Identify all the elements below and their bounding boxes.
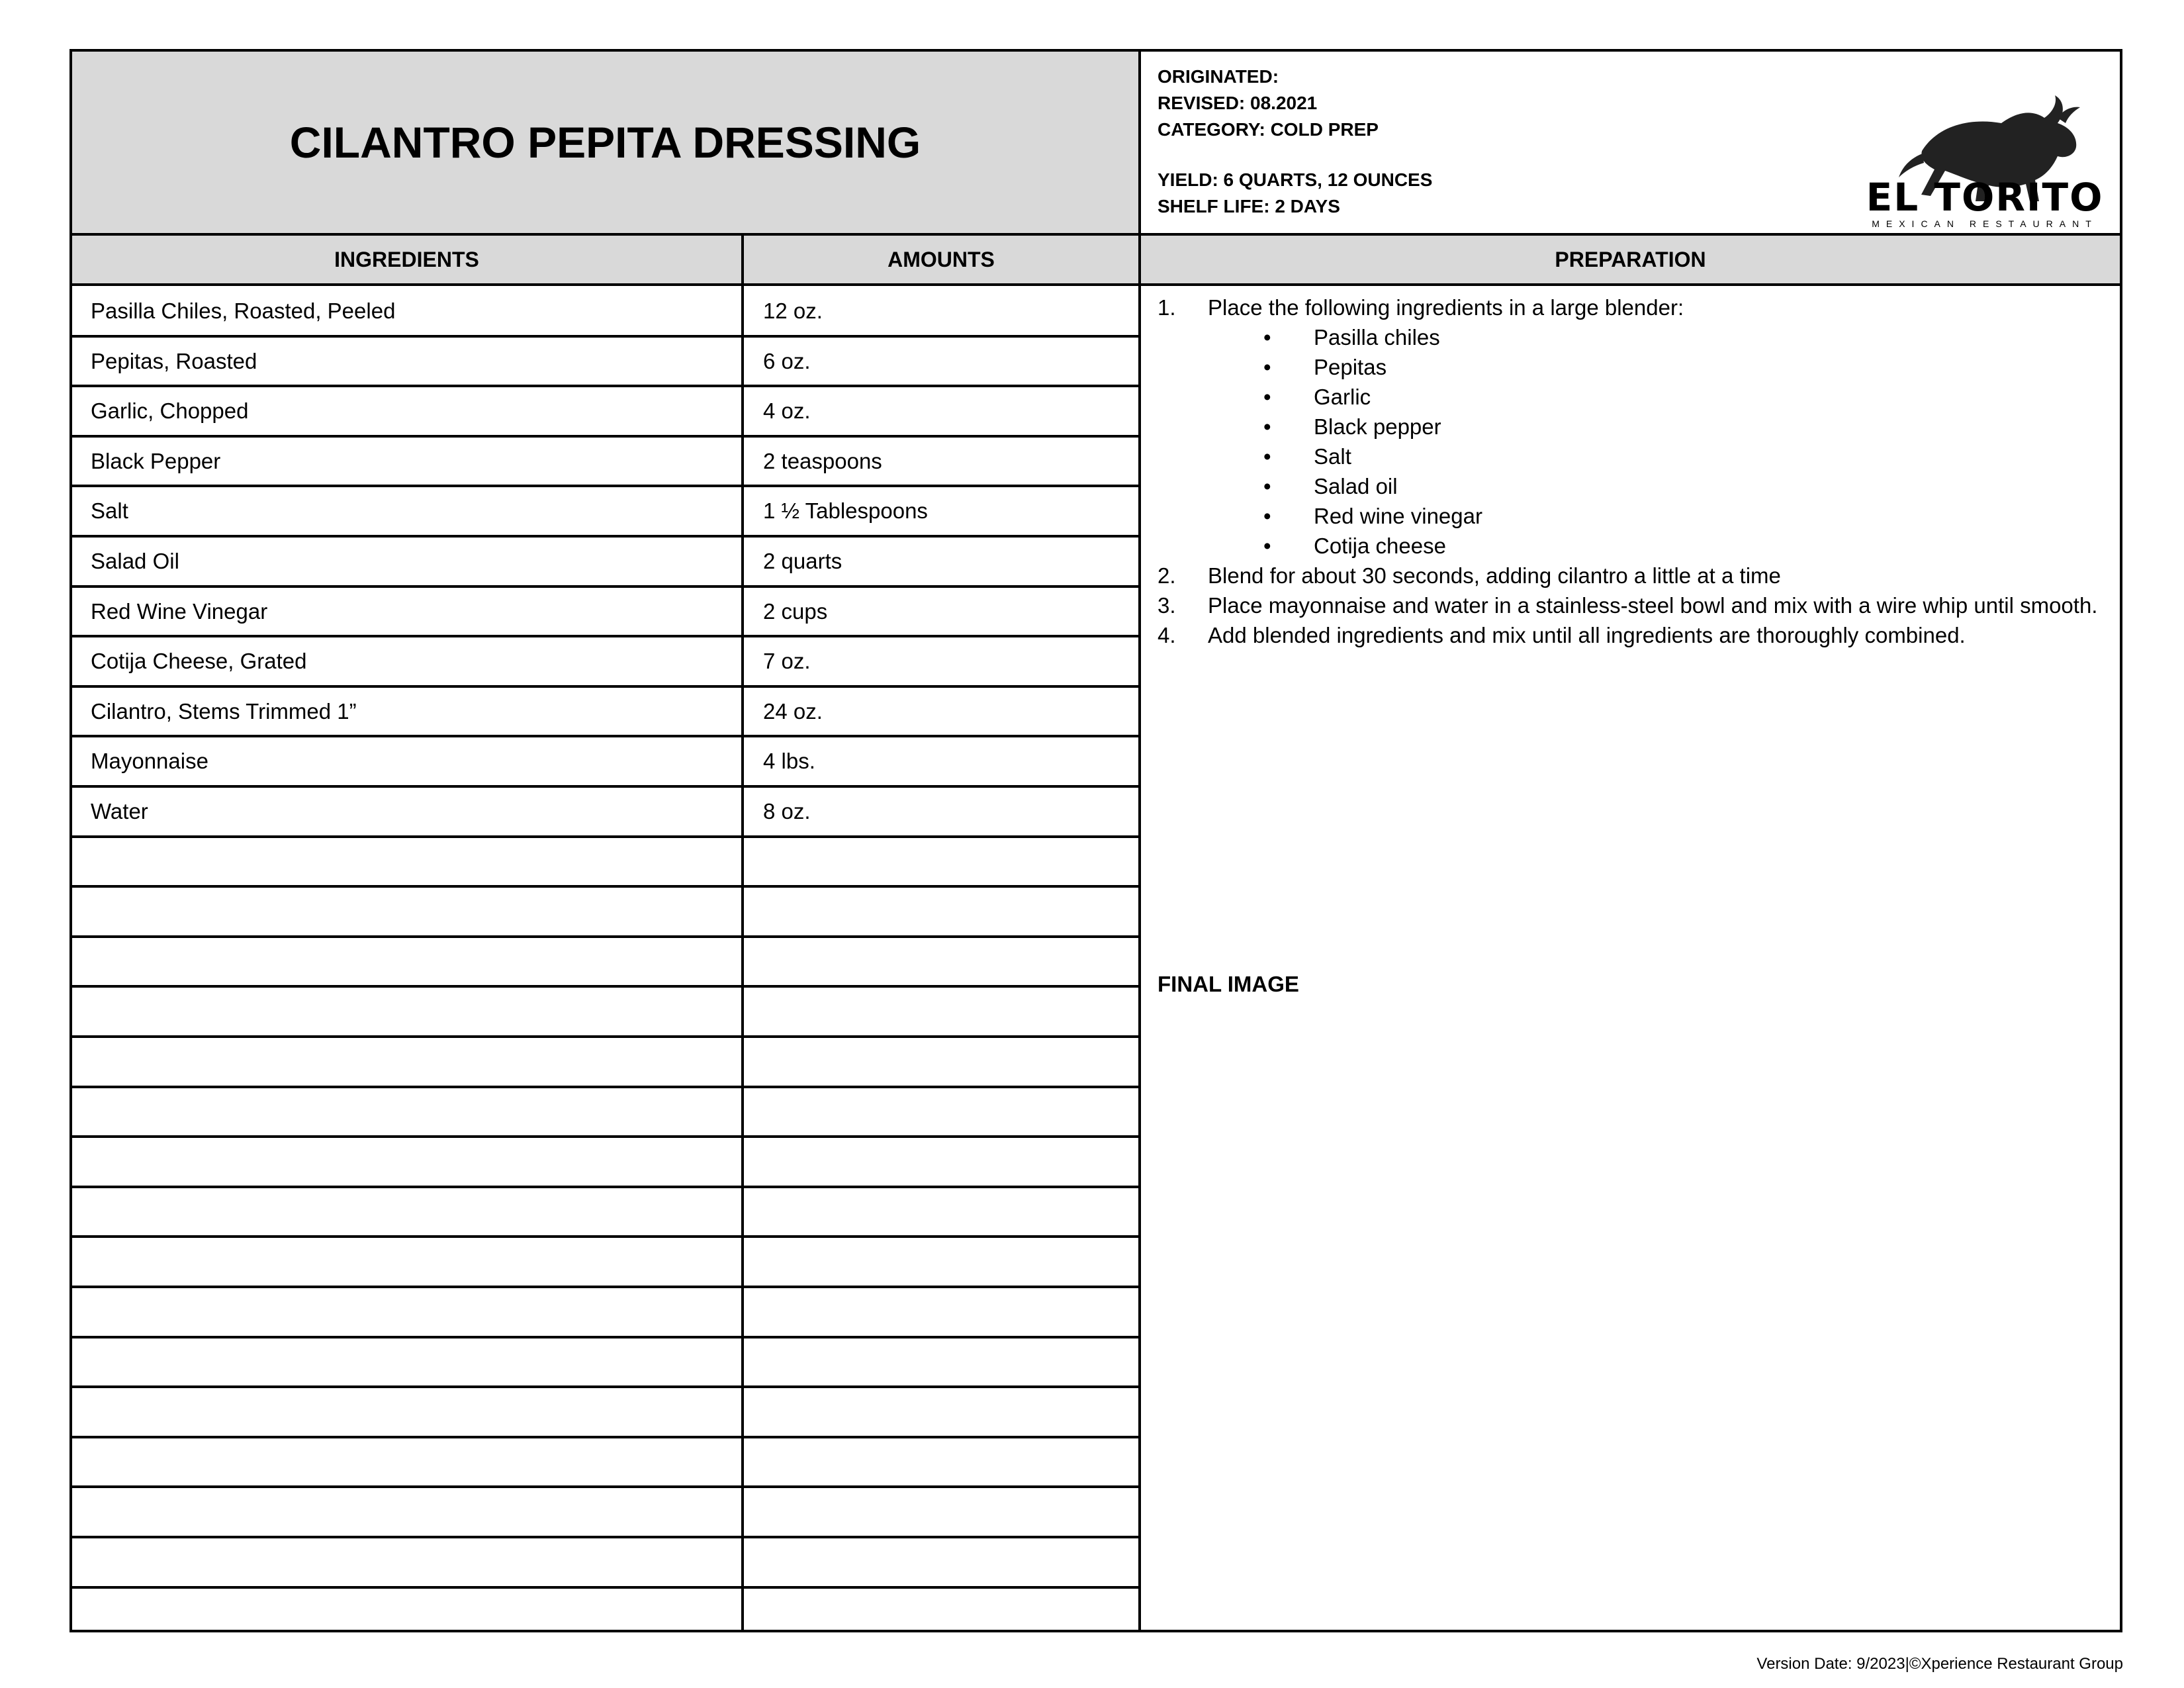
ingredient-amount: 2 cups (763, 598, 828, 624)
ingredient-amount: 12 oz. (763, 299, 823, 323)
revised: REVISED: 08.2021 (1158, 93, 1318, 113)
amounts-header: AMOUNTS (744, 236, 1138, 283)
ingredient-amount: 4 lbs. (763, 749, 815, 774)
ingredient-amount: 4 oz. (763, 399, 811, 424)
bullet-item: • Cotija cheese (1263, 534, 1446, 558)
ingredient-name: Cotija Cheese, Grated (91, 649, 307, 674)
ingredient-amount: 2 quarts (763, 549, 842, 573)
ingredient-amount: 2 teaspoons (763, 448, 882, 473)
bullet-item: • Salad oil (1263, 474, 1398, 498)
ingredient-name: Mayonnaise (91, 749, 208, 774)
step-4: 4. Add blended ingredients and mix until all ingredients are thoroughly combined. (1158, 623, 1966, 647)
step-3: 3. Place mayonnaise and water in a stainless-steel bowl and mix with a wire whip until smooth. (1158, 593, 2098, 618)
ingredient-name: Black Pepper (91, 448, 221, 473)
ingredient-amount: 7 oz. (763, 649, 811, 674)
ingredient-name: Cilantro, Stems Trimmed 1” (91, 698, 357, 724)
ingredient-amount: 6 oz. (763, 348, 811, 373)
logo-wordmark: EL TORITO (1866, 175, 2104, 220)
ingredient-name: Pepitas, Roasted (91, 348, 257, 373)
preparation-steps (1158, 293, 2111, 650)
title-cell (72, 52, 1138, 233)
shelf-life: SHELF LIFE: 2 DAYS (1158, 196, 1340, 216)
ingredient-name: Water (91, 799, 148, 823)
category: CATEGORY: COLD PREP (1158, 119, 1379, 140)
originated: ORIGINATED: (1158, 66, 1279, 87)
ingredient-name: Salad Oil (91, 549, 179, 573)
ingredient-name: Pasilla Chiles, Roasted, Peeled (91, 299, 396, 323)
final-image-label: FINAL IMAGE (1158, 972, 1299, 996)
step-2: 2. Blend for about 30 seconds, adding cilantro a little at a time (1158, 563, 1781, 588)
bullet-item: • Garlic (1263, 385, 1371, 409)
ingredient-name: Garlic, Chopped (91, 399, 249, 424)
yield: YIELD: 6 QUARTS, 12 OUNCES (1158, 169, 1433, 190)
bullet-item: • Pasilla chiles (1263, 325, 1440, 350)
ingredient-bullets (1158, 322, 2111, 561)
step-1: 1. Place the following ingredients in a large blender: (1158, 295, 1684, 320)
recipe-title: CILANTRO PEPITA DRESSING (289, 118, 921, 167)
ingredient-name: Salt (91, 498, 128, 524)
ingredient-amount: 1 ½ Tablespoons (763, 498, 928, 524)
version-footer: Version Date: 9/2023|©Xperience Restaurant Group (1756, 1655, 2123, 1673)
bullet-item: • Pepitas (1263, 355, 1387, 379)
bullet-item: • Red wine vinegar (1263, 504, 1482, 528)
ingredients-header: INGREDIENTS (72, 236, 741, 283)
logo-tagline: MEXICAN RESTAURANT (1872, 218, 2098, 229)
recipe-meta (1158, 64, 1432, 220)
preparation-header: PREPARATION (1141, 236, 2120, 283)
ingredient-amount: 24 oz. (763, 698, 823, 724)
recipe-card (69, 49, 2122, 1632)
ingredient-name: Red Wine Vinegar (91, 598, 268, 624)
ingredient-amount: 8 oz. (763, 799, 811, 823)
bullet-item: • Salt (1263, 444, 1351, 469)
bullet-item: • Black pepper (1263, 414, 1441, 439)
